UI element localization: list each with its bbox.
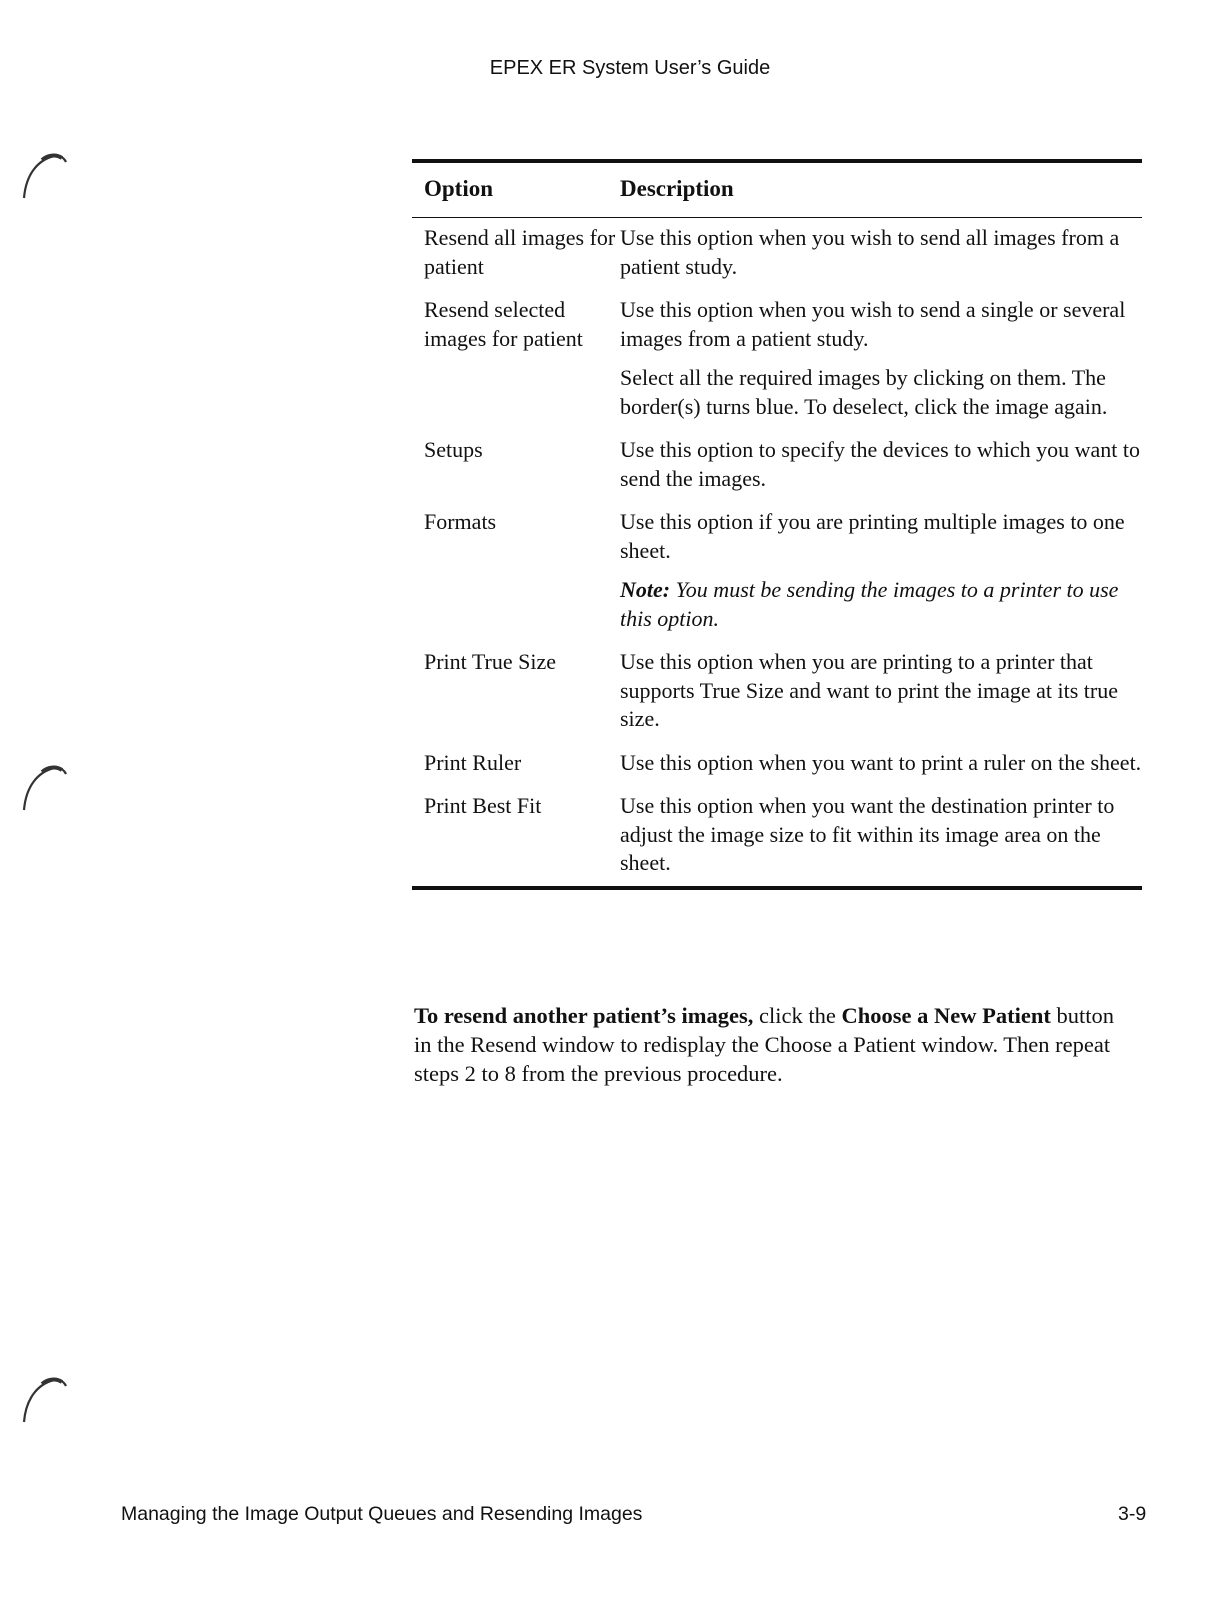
note-text: You must be sending the images to a printer to use this option.	[620, 577, 1119, 631]
description-text: Use this option when you wish to send all images from a patient study.	[620, 225, 1120, 279]
table-row	[412, 792, 1142, 878]
table-row	[412, 296, 1142, 421]
choose-new-patient-label: Choose a New Patient	[841, 1003, 1051, 1028]
footer-page-number: 3-9	[1118, 1503, 1147, 1525]
description-cell	[620, 436, 1142, 493]
option-cell: Resend all images for patient	[424, 225, 616, 279]
resend-text-2: button in the Resend window to redisplay the Choose a Patient window. Then repeat steps 2 to 8 from the previous procedure.	[414, 1003, 1114, 1086]
option-cell: Print True Size	[424, 649, 557, 674]
note-label: Note:	[620, 577, 671, 602]
description-cell	[620, 296, 1142, 421]
resend-lead: To resend another patient’s images,	[414, 1003, 754, 1028]
description-text: Use this option when you want the destination printer to adjust the image size to fit within its image area on the sheet.	[620, 793, 1115, 875]
description-text: Select all the required images by clicking on them. The border(s) turns blue. To deselect, click the image again.	[620, 365, 1108, 419]
table-row	[412, 436, 1142, 493]
description-cell	[620, 792, 1142, 878]
header-option: Option	[424, 176, 494, 201]
binder-hole-mark	[22, 764, 68, 814]
resend-instructions	[414, 1001, 1134, 1088]
header-description: Description	[620, 176, 734, 201]
description-text: Use this option when you wish to send a single or several images from a patient study.	[620, 297, 1126, 351]
table-row	[412, 749, 1142, 778]
description-text: Use this option when you are printing to a printer that supports True Size and want to print the image at its true size.	[620, 649, 1118, 731]
options-table	[412, 159, 1142, 890]
binder-hole-mark	[22, 1376, 68, 1426]
option-cell: Formats	[424, 509, 497, 534]
table-body	[412, 218, 1142, 886]
description-cell	[620, 508, 1142, 633]
description-text: Use this option to specify the devices to which you want to send the images.	[620, 437, 1140, 491]
page-header: EPEX ER System User’s Guide	[489, 57, 771, 79]
note-paragraph	[620, 576, 1142, 633]
binder-hole-mark	[22, 152, 68, 202]
description-text: Use this option when you want to print a ruler on the sheet.	[620, 749, 1142, 775]
option-cell: Print Best Fit	[424, 793, 542, 818]
description-cell	[620, 648, 1142, 734]
footer-section-title: Managing the Image Output Queues and Resending Images	[121, 1503, 643, 1525]
description-cell	[620, 749, 1142, 778]
table-header-row	[412, 163, 1142, 217]
table-row	[412, 508, 1142, 633]
resend-text-1: click the	[753, 1003, 842, 1028]
option-cell: Resend selected images for patient	[424, 297, 583, 351]
description-text: Use this option if you are printing multiple images to one sheet.	[620, 509, 1125, 563]
table-row	[412, 648, 1142, 734]
table-row	[412, 224, 1142, 281]
option-cell: Setups	[424, 437, 483, 462]
description-cell	[620, 224, 1142, 281]
option-cell: Print Ruler	[424, 749, 522, 775]
table-bottom-rule	[412, 886, 1142, 890]
